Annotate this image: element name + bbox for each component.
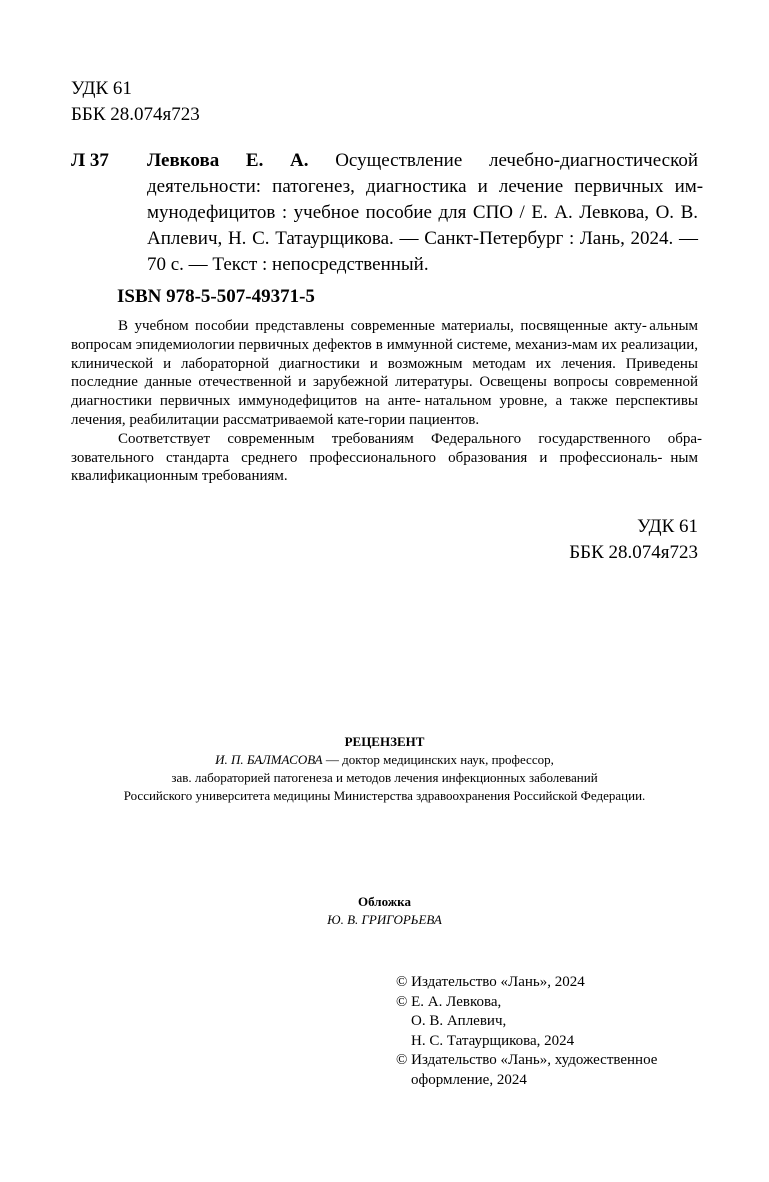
author-mark: Л 37: [71, 150, 109, 171]
bib-line: Осуществление лечебно-диагностической: [308, 150, 698, 171]
cover-credit: [0, 893, 769, 929]
bibliographic-description: [147, 148, 704, 278]
bib-line: мунодефицитов : учебное пособие для СПО / Е. А. Левкова,: [147, 202, 650, 223]
udk-header-block: [71, 76, 200, 128]
reviewer-line: зав. лабораторией патогенеза и методов лечения инфекционных заболеваний: [171, 770, 598, 785]
isbn: ISBN 978-5-507-49371-5: [117, 286, 315, 307]
udk-code: УДК 61: [637, 516, 698, 537]
copyright-line: О. В. Аплевич,: [411, 1013, 507, 1029]
udk-code: УДК 61: [71, 78, 132, 99]
copyright-block: [396, 973, 657, 1090]
reviewer-line: И. П. БАЛМАСОВА — доктор медицинских наук, профессор,: [215, 752, 554, 767]
annotation-paragraph: В учебном пособии представлены современные материалы, посвященные акту- альным вопросам эпидемиологии первичных дефектов в иммунной системе, механиз- мам их реализации, клинической и лабораторной диагностики и возможным методам их лечения. Приведены последние данные отечественной и зарубежной литературы. Освещены вопросы современной диагностики первичных иммунодефицитов на анте- натальном уровне, а также перспективы лечения, реабилитации рассматриваемой кате- гории пациентов.: [71, 318, 699, 428]
udk-footer-block: [569, 514, 698, 566]
bbk-code: ББК 28.074я723: [569, 542, 698, 563]
bib-line: деятельности: патогенез, диагностика и лечение первичных им-: [147, 176, 704, 197]
copyright-line: Н. С. Татаурщикова, 2024: [411, 1032, 575, 1049]
annotation: [71, 317, 703, 486]
reviewer-line: Российского университета медицины Министерства здравоохранения Российской Федерации.: [123, 788, 646, 803]
bib-line: О. В. Аплевич, Н. С. Татаурщикова. — Санкт-Петербург : Лань,: [147, 202, 698, 249]
author-name: Левкова Е. А.: [147, 150, 309, 171]
annotation-paragraph: Соответствует современным требованиям Федерального государственного обра- зовательного стандарта среднего профессионального образования и профессиональ- ным квалификационным требованиям.: [71, 430, 703, 485]
reviewer-name: И. П. БАЛМАСОВА: [215, 752, 323, 767]
reviewer-block: [0, 733, 769, 805]
cover-designer: Ю. В. ГРИГОРЬЕВА: [327, 912, 442, 927]
copyright-line: оформление, 2024: [411, 1071, 527, 1088]
reviewer-heading: РЕЦЕНЗЕНТ: [344, 734, 425, 749]
bbk-code: ББК 28.074я723: [71, 104, 200, 125]
cover-heading: Обложка: [358, 894, 411, 909]
copyright-line: © Издательство «Лань», художественное: [396, 1052, 658, 1068]
copyright-line: © Издательство «Лань», 2024: [396, 974, 585, 990]
copyright-line: © Е. А. Левкова,: [396, 993, 502, 1010]
bib-line: 2024. — 70 с. — Текст : непосредственный.: [147, 228, 699, 275]
